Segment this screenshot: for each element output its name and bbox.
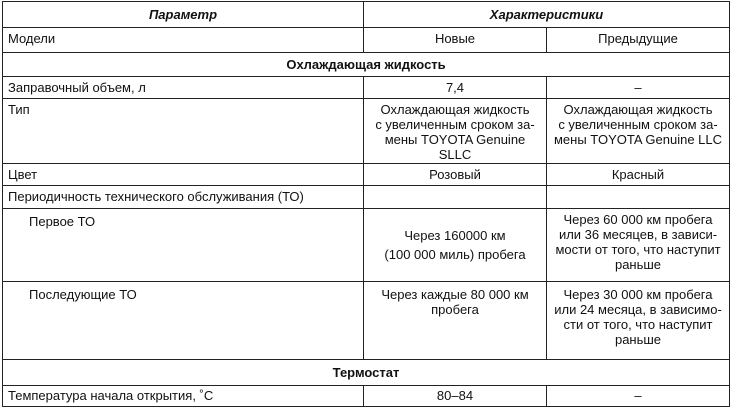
- next-to-prev-line: или 24 месяца, в зависимо-: [554, 302, 722, 318]
- coolant-section-title: Охлаждающая жидкость: [3, 52, 730, 76]
- next-to-prev-line: раньше: [614, 332, 662, 348]
- models-label: Модели: [3, 28, 364, 52]
- thermostat-section-title: Термостат: [3, 360, 730, 385]
- next-to-new-line: Через каждые 80 000 км: [381, 287, 529, 303]
- thermostat-section-row: [3, 360, 730, 385]
- open-temp-label: Температура начала открытия, ˚С: [3, 385, 364, 406]
- volume-new: 7,4: [364, 76, 547, 98]
- type-new-line: Охлаждающая жидкость: [380, 102, 530, 118]
- header-row: [3, 2, 730, 28]
- first-to-new-line: (100 000 миль) пробега: [384, 246, 526, 262]
- first-to-prev-line: или 36 месяцев, в зависи-: [558, 226, 718, 242]
- first-to-prev-line: Через 60 000 км пробега: [563, 211, 713, 227]
- models-new: Новые: [364, 28, 547, 52]
- header-characteristics: Характеристики: [364, 2, 730, 28]
- first-to-prev-line: мости от того, что наступит: [555, 241, 721, 257]
- color-new: Розовый: [364, 163, 547, 185]
- type-prev: [547, 99, 730, 164]
- type-prev-line: мены TOYOTA Genuine LLC: [553, 132, 723, 148]
- type-prev-line: Охлаждающая жидкость: [563, 102, 713, 118]
- first-to-prev: [547, 208, 730, 282]
- next-to-new: [364, 282, 547, 360]
- first-to-new: [364, 208, 547, 282]
- maintenance-row: [3, 186, 730, 208]
- header-param: Параметр: [3, 2, 364, 28]
- type-new-line: мены TOYOTA Genuine SLLC: [384, 132, 526, 163]
- type-new-line: с увеличенным сроком за-: [375, 117, 535, 133]
- first-to-prev-line: раньше: [614, 256, 662, 272]
- maintenance-prev-empty: [547, 186, 730, 208]
- coolant-section-row: [3, 52, 730, 76]
- color-row: [3, 163, 730, 185]
- first-to-new-line: Через 160000 км: [404, 227, 506, 243]
- next-to-row: [3, 282, 730, 360]
- open-temp-row: [3, 385, 730, 406]
- type-prev-line: с увеличенным сроком за-: [558, 117, 718, 133]
- next-to-prev-line: Через 30 000 км пробега: [563, 287, 713, 303]
- color-label: Цвет: [3, 163, 364, 185]
- models-prev: Предыдущие: [547, 28, 730, 52]
- next-to-label: Последующие ТО: [3, 282, 364, 360]
- type-new: [364, 99, 547, 164]
- open-temp-new: 80–84: [364, 385, 547, 406]
- first-to-label: Первое ТО: [3, 208, 364, 282]
- next-to-prev-line: сти от того, что наступит: [563, 317, 713, 333]
- type-row: [3, 99, 730, 164]
- next-to-prev: [547, 282, 730, 360]
- type-label: Тип: [3, 99, 364, 164]
- next-to-new-line: пробега: [431, 302, 479, 318]
- color-prev: Красный: [547, 163, 730, 185]
- volume-row: [3, 76, 730, 98]
- volume-label: Заправочный объем, л: [3, 76, 364, 98]
- volume-prev: –: [547, 76, 730, 98]
- models-row: [3, 28, 730, 52]
- first-to-row: [3, 208, 730, 282]
- maintenance-new-empty: [364, 186, 547, 208]
- open-temp-prev: –: [547, 385, 730, 406]
- maintenance-label: Периодичность технического обслуживания (ТО): [3, 186, 364, 208]
- specs-table: [2, 1, 730, 407]
